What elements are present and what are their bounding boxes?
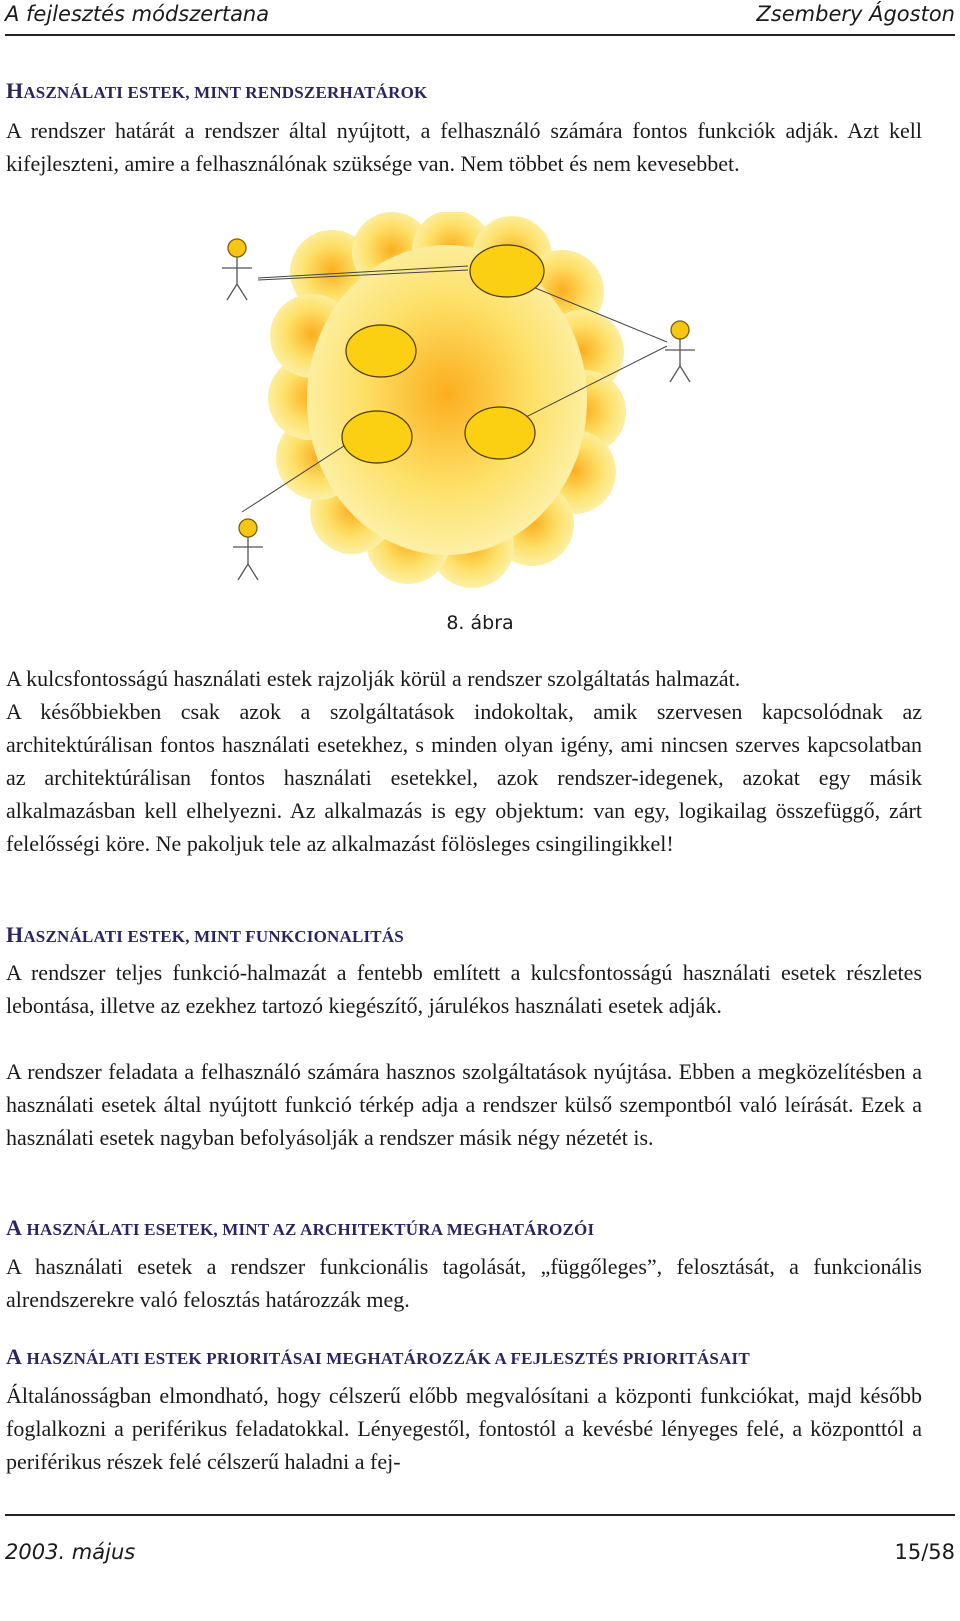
actor-1 [222, 239, 252, 300]
paragraph-3: A későbbiekben csak azok a szolgáltatások indokoltak, amik szervesen kapcsolódnak az architektúrálisan fontos használati esetekhez, s minden olyan igény, ami nincsen szerves kapcsolatban az architektúrálisan fontos használati esetekkel, azok rendszer-idegenek, azokat egy másik alkalmazásban kell elhelyezni. Az alkalmazás is egy objektum: van egy, logikailag összefüggő, zárt felelősségi köre. Ne pakoljuk tele az alkalmazást fölösleges csingilingikkel! [6, 699, 922, 856]
use-case-1 [470, 245, 544, 297]
section-heading-4: A HASZNÁLATI ESTEK PRIORITÁSAI MEGHATÁROZZÁK A FEJLESZTÉS PRIORITÁSAIT [6, 1344, 750, 1369]
page-number: 15/58 [894, 1540, 955, 1564]
use-case-3 [342, 411, 412, 463]
actor-2 [665, 321, 695, 382]
header-author: Zsembery Ágoston [756, 2, 955, 26]
paragraph-6: A használati esetek a rendszer funkcionális tagolását, „függőleges”, felosztását, a funkcionális alrendszerekre való felosztás határozzák meg. [6, 1254, 922, 1312]
paragraph-7: Általánosságban elmondható, hogy célszerű előbb megvalósítani a központi funkciókat, majd később foglalkozni a periférikus feladatokkal. Lényegestől, fontostól a kevésbé lényeges felé, a központtól a periférikus részek felé célszerű haladni a fej- [6, 1383, 922, 1474]
page-header [5, 0, 955, 34]
header-rule [5, 34, 955, 36]
page-footer [5, 1540, 955, 1574]
paragraph-4: A rendszer teljes funkció-halmazát a fentebb említett a kulcsfontosságú használati esetek részletes lebontása, illetve az ezekhez tartozó kiegészítő, járulékos használati esetek adják. [6, 960, 922, 1018]
section-heading-1: HASZNÁLATI ESTEK, MINT RENDSZERHATÁROK [6, 78, 428, 103]
footer-date: 2003. május [5, 1540, 136, 1564]
actor-3 [233, 519, 263, 580]
use-case-2 [346, 325, 416, 377]
section-heading-2: HASZNÁLATI ESTEK, MINT FUNKCIONALITÁS [6, 922, 404, 947]
paragraph-1: A rendszer határát a rendszer által nyújtott, a felhasználó számára fontos funkciók adják. Azt kell kifejleszteni, amire a felhasználónak szüksége van. Nem többet és nem kevesebbet. [6, 118, 922, 176]
use-case-diagram [212, 212, 722, 590]
figure-caption: 8. ábra [446, 612, 514, 634]
paragraph-2: A kulcsfontosságú használati estek rajzolják körül a rendszer szolgáltatás halmazát. [6, 666, 741, 691]
header-title: A fejlesztés módszertana [5, 2, 270, 26]
section-heading-3: A HASZNÁLATI ESETEK, MINT AZ ARCHITEKTÚRA MEGHATÁROZÓI [6, 1215, 595, 1240]
use-case-4 [465, 407, 535, 459]
system-cloud [268, 212, 626, 588]
footer-rule [5, 1514, 955, 1516]
paragraph-5: A rendszer feladata a felhasználó számára hasznos szolgáltatások nyújtása. Ebben a megközelítésben a használati esetek által nyújtott funkció térkép adja a rendszer külső szempontból való leírását. Ezek a használati esetek nagyban befolyásolják a rendszer másik négy nézetét is. [6, 1059, 922, 1150]
